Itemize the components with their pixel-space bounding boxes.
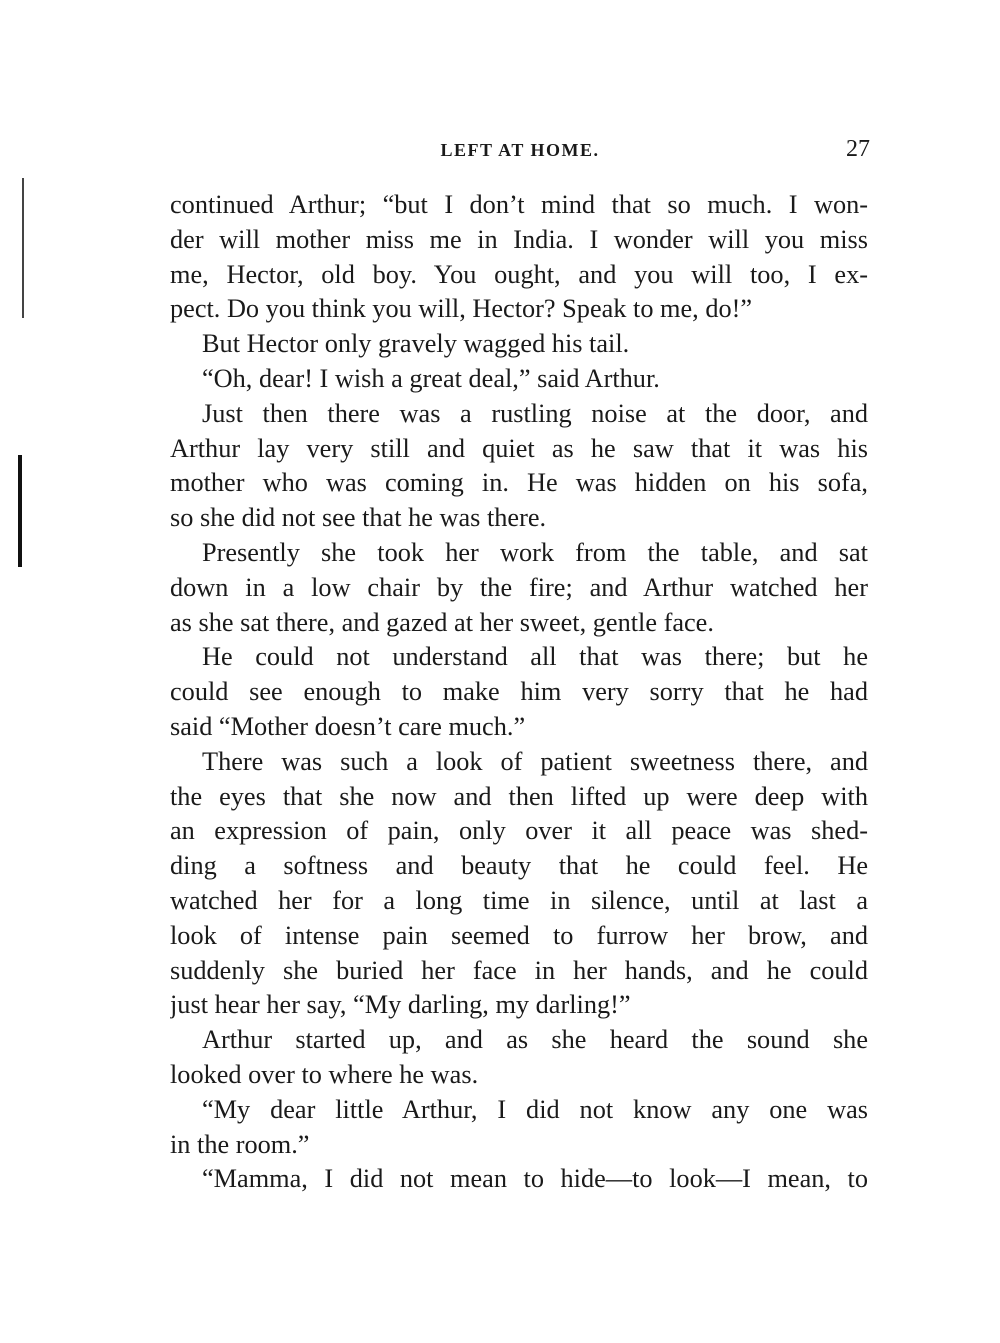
text-line: looked over to where he was. xyxy=(170,1059,479,1089)
text-line: down in a low chair by the fire; and Arthur watched her xyxy=(170,572,868,602)
text-line: so she did not see that he was there. xyxy=(170,503,547,533)
text-line: pect. Do you think you will, Hector? Speak to me, do!” xyxy=(170,294,753,324)
text-line: Just then there was a rustling noise at the door, and xyxy=(202,398,868,428)
running-title: LEFT AT HOME. xyxy=(440,140,600,160)
text-line: in the room.” xyxy=(170,1129,310,1159)
margin-scan-mark-lower xyxy=(18,455,22,567)
text-line: watched her for a long time in silence, until at last a xyxy=(170,885,868,915)
text-line: the eyes that she now and then lifted up were deep with xyxy=(170,781,868,811)
text-line: “Oh, dear! I wish a great deal,” said Arthur. xyxy=(202,363,660,393)
text-line: Arthur lay very still and quiet as he saw that it was his xyxy=(170,433,868,463)
text-line: But Hector only gravely wagged his tail. xyxy=(202,329,630,359)
text-line: Presently she took her work from the table, and sat xyxy=(202,537,868,567)
body-text xyxy=(170,188,868,1197)
text-line: an expression of pain, only over it all peace was shed- xyxy=(170,816,868,846)
text-line: There was such a look of patient sweetness there, and xyxy=(202,746,868,776)
text-line: mother who was coming in. He was hidden on his sofa, xyxy=(170,468,868,498)
running-head xyxy=(170,136,870,170)
margin-scan-mark-upper xyxy=(22,178,24,318)
text-line: He could not understand all that was there; but he xyxy=(202,642,868,672)
text-line: look of intense pain seemed to furrow her brow, and xyxy=(170,920,868,950)
text-line: could see enough to make him very sorry that he had xyxy=(170,677,868,707)
text-line: Arthur started up, and as she heard the sound she xyxy=(202,1025,868,1055)
page-number: 27 xyxy=(846,136,870,162)
text-line: just hear her say, “My darling, my darling!” xyxy=(170,990,631,1020)
text-line: “My dear little Arthur, I did not know any one was xyxy=(202,1094,868,1124)
text-line: me, Hector, old boy. You ought, and you will too, I ex- xyxy=(170,259,868,289)
text-line: ding a softness and beauty that he could feel. He xyxy=(170,851,868,881)
text-line: “Mamma, I did not mean to hide—to look—I mean, to xyxy=(202,1164,868,1194)
text-line: said “Mother doesn’t care much.” xyxy=(170,711,526,741)
text-line: as she sat there, and gazed at her sweet, gentle face. xyxy=(170,607,714,637)
text-line: der will mother miss me in India. I wonder will you miss xyxy=(170,224,868,254)
text-line: suddenly she buried her face in her hands, and he could xyxy=(170,955,868,985)
text-line: continued Arthur; “but I don’t mind that so much. I won- xyxy=(170,190,868,219)
